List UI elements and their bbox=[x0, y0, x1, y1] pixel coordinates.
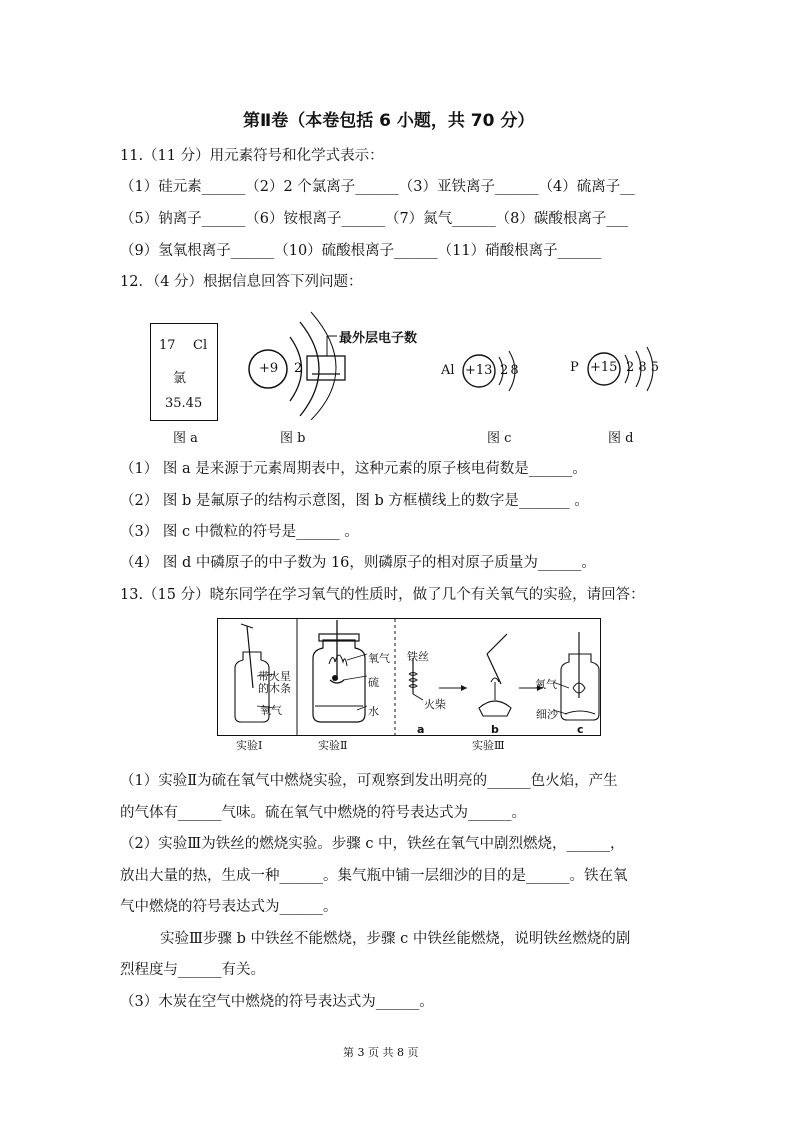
fig-b-caption: 图 b bbox=[280, 431, 306, 446]
exp3-label-wire: 铁丝 bbox=[407, 650, 429, 663]
fig-b-shell1: 2 bbox=[294, 361, 303, 376]
fig-d-symbol: P bbox=[570, 360, 579, 375]
fig-b-box-label: 最外层电子数 bbox=[339, 331, 418, 346]
section-title: 第Ⅱ卷（本卷包括 6 小题，共 70 分） bbox=[243, 111, 535, 131]
q13-p2b: 放出大量的热，生成一种______。集气瓶中铺一层细沙的目的是______。铁在氧 bbox=[120, 868, 628, 884]
q11-stem: 11.（11 分）用元素符号和化学式表示： bbox=[120, 148, 384, 164]
q13-p4: （3）木炭在空气中燃烧的符号表达式为______。 bbox=[120, 994, 434, 1010]
fig-c-shells: 2 8 bbox=[500, 363, 518, 378]
q13-p2c: 气中燃烧的符号表达式为______。 bbox=[120, 899, 338, 915]
page-footer: 第 3 页 共 8 页 bbox=[343, 1046, 419, 1059]
atomic-number: 17 bbox=[159, 338, 176, 353]
fig-c-nucleus: +13 bbox=[465, 363, 493, 378]
q13-p1a: （1）实验Ⅱ为硫在氧气中燃烧实验，可观察到发出明亮的______色火焰，产生 bbox=[120, 773, 618, 789]
step-b-label: b bbox=[491, 723, 499, 736]
atomic-mass: 35.45 bbox=[165, 396, 203, 411]
fig-a-caption: 图 a bbox=[173, 431, 198, 446]
q13-p3a: 实验Ⅲ步骤 b 中铁丝不能燃烧，步骤 c 中铁丝能燃烧，说明铁丝燃烧的剧 bbox=[160, 931, 631, 947]
exp2-label-water: 水 bbox=[368, 705, 379, 718]
q13-p2a: （2）实验Ⅲ为铁丝的燃烧实验。步骤 c 中，铁丝在氧气中剧烈燃烧，______， bbox=[120, 836, 625, 852]
exp2-label-oxygen: 氧气 bbox=[368, 652, 390, 665]
exp3-caption: 实验Ⅲ bbox=[472, 739, 505, 752]
q13-p1b: 的气体有______气味。硫在氧气中燃烧的符号表达式为______。 bbox=[120, 805, 526, 821]
exp1-label-ember1: 带火星 bbox=[258, 670, 291, 683]
q12-sub2: （2） 图 b 是氟原子的结构示意图，图 b 方框横线上的数字是_______ 。 bbox=[120, 493, 589, 509]
q11-row1: （1）硅元素______（2）2 个氯离子______（3）亚铁离子______（4）硫离子__ bbox=[120, 179, 635, 195]
q12-sub3: （3） 图 c 中微粒的符号是______ 。 bbox=[120, 524, 359, 540]
q13-p3b: 烈程度与______有关。 bbox=[120, 962, 265, 978]
q11-row3: （9）氢氧根离子______（10）硫酸根离子______（11）硝酸根离子______ bbox=[120, 243, 602, 259]
q13-stem: 13.（15 分）晓东同学在学习氧气的性质时，做了几个有关氧气的实验，请回答： bbox=[120, 587, 645, 603]
q12-sub1: （1） 图 a 是来源于元素周期表中，这种元素的原子核电荷数是______。 bbox=[120, 461, 587, 477]
exp1-label-ember2: 的木条 bbox=[258, 682, 291, 695]
fig-c-caption: 图 c bbox=[487, 431, 512, 446]
step-a-label: a bbox=[417, 723, 425, 736]
exp2-label-sulfur: 硫 bbox=[368, 676, 379, 689]
element-name: 氯 bbox=[173, 371, 187, 386]
q12-stem: 12．（4 分）根据信息回答下列问题： bbox=[120, 274, 363, 290]
fig-d-nucleus: +15 bbox=[590, 360, 618, 375]
fig-d-shells: 2 8 5 bbox=[626, 360, 660, 375]
q12-sub4: （4） 图 d 中磷原子的中子数为 16，则磷原子的相对原子质量为______。 bbox=[120, 555, 596, 571]
exp1-label-oxygen: 氧气 bbox=[260, 704, 282, 717]
exp3-label-oxygen: 氧气 bbox=[535, 678, 557, 691]
fig-b-nucleus: +9 bbox=[259, 361, 279, 376]
step-c-label: c bbox=[577, 723, 584, 736]
exp3-label-sand: 细沙 bbox=[536, 708, 558, 721]
q11-row2: （5）钠离子______（6）铵根离子______（7）氮气______（8）碳酸根离子___ bbox=[120, 211, 629, 227]
element-symbol: Cl bbox=[193, 338, 208, 353]
fig-c-symbol: Al bbox=[441, 363, 455, 378]
exp2-caption: 实验Ⅱ bbox=[318, 739, 348, 752]
exp1-caption: 实验Ⅰ bbox=[236, 739, 263, 752]
exp3-label-match: 火柴 bbox=[424, 698, 446, 711]
element-card-chlorine bbox=[150, 323, 218, 421]
fig-d-caption: 图 d bbox=[608, 431, 634, 446]
